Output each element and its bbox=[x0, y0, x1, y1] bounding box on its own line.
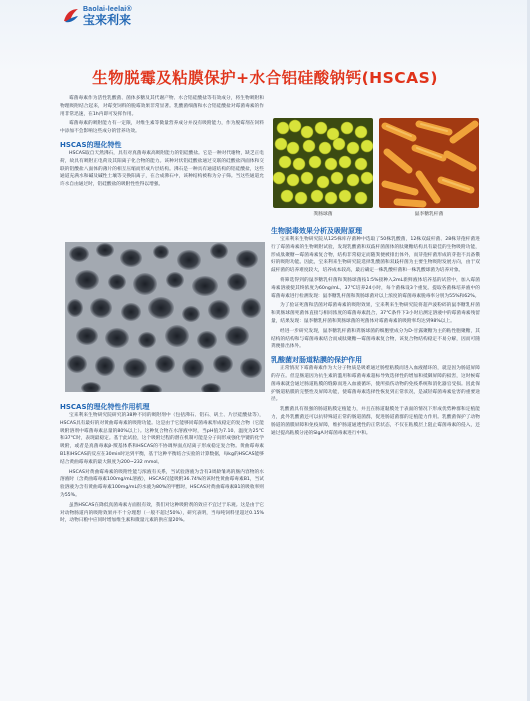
left-column-top bbox=[60, 95, 264, 191]
bacteria-photo-lactobacillus bbox=[379, 118, 479, 208]
hscas-paragraph: HSCAS取自天然沸石，具有对真菌毒素高吸附能力的铝硅酸盐。它是一种对代谢物，缺乏正电荷，故具有吸附正电荷及其阳离子化合物的能力。该种对状铝硅酸盐通过交联的硅酸盐四面体和交联的铝酸盐八面体的薄片的相互压缩而形成片层结构。沸石是一种具有通道结构的铝硅酸盐，这些通道充满水和碱及碱性土壤等交换阳离子，在合成沸石中，该种结构被称为分子筛。当这些通道允许水自由通过时，铝硅酸盐的吸附性性得以增强。 bbox=[60, 150, 264, 188]
logo-mark-icon bbox=[62, 7, 80, 25]
section-heading-gut-protection: 乳酸菌对肠道粘膜的保护作用 bbox=[271, 356, 362, 365]
brand-logo bbox=[62, 6, 132, 26]
section-heading-hscas: HSCAS的理化特性 bbox=[60, 140, 122, 149]
mechanism-paragraph-3: 虽然HSCAS在降低真菌毒素方面很有效，我们对这种吸附剂的效应不宜过于乐观。这是由于它对动物肠道内的吸附效果并不十分理想（一般不超过50%），研究表明，当每吨饲料里超过0.15%时，动物日粮中应同时增加维生素和微量元素的供应量20%。 bbox=[60, 502, 264, 524]
section-heading-bio-detox: 生物脱毒效果分析及吸附原理 bbox=[271, 227, 362, 235]
bio-paragraph-2: 将筛选得到的鼠李糖乳杆菌和粪肠球菌按1:5%接种入2mL新鲜液体培养基的试管中，加入霉菌毒素溶液使其终浓度为60ng/mL，37℃培养24小时，每个菌株设3个重复。提取各菌株培养液中的霉菌毒素进行检测发现：鼠李糖乳杆菌和粪肠球菌对以上浓度的霉菌毒素脱毒率分别为55%和62%。 bbox=[271, 277, 480, 299]
photo-caption-lactobacillus: 鼠李糖乳杆菌 bbox=[414, 212, 444, 217]
bio-paragraph-4: 经进一步研究发现，鼠李糖乳杆菌和粪肠球菌的细胞壁成分为D-甘露聚糖为主的粘性胞聚糖，其结构的结构和与霉菌毒素结合而成肽聚糖—霉菌毒素复合物，该复合物结构稳定不易分解，因而可随粪便排出体外。 bbox=[271, 328, 480, 350]
intro-paragraph-1: 霉菌毒素作为活性乳酸菌、菌体多糖及其代谢产物、水合铝硅酸盐等有效成分，将生物吸附和物理吸附结合起来，对霉变饲料的脱霉效果非常显著。乳酸菌细菌和水合铝硅酸盐对霉菌毒素的作用非常迅速，在1h内即可发挥作用。 bbox=[60, 96, 264, 117]
gut-paragraph-2: 乳酸菌具有很强的肠道粘膜定植能力，并且在肠道黏膜处于表面的情况下形成优势种群和定植能力，此外乳酸菌还可以抗特殊道正常的肠道菌群，促进肠道菌群的定植能力作用。乳酸菌保护了动物肠道的菌膜屏障和免疫屏障，维护肠道通透性的正常状态，不仅在粘膜层上阻止霉菌毒素的侵入，还通过提高粘膜分泌的SIgA对霉菌毒素进行中和。 bbox=[271, 407, 480, 436]
gut-paragraph-1: 正常情况下霉菌毒素作为大分子物质是吸难通过肠壁粘膜而进入血液循环的，就是因为肠道屏障的存在。但是肠道因为抗生素的滥用和霉菌毒素超标导致选择性的增加和抵御屏障的损害，这时候霉菌毒素就会通过肠道粘膜的缝隙而进入血液循环，使所损伤动物的免疫系统和消化器官受损。因此保护肠道粘膜的完整性及屏障功能，使霉菌毒素选择性恢复到正常状况，是减轻霉菌毒素危害的重要途径。 bbox=[271, 366, 480, 403]
intro-paragraph-2: 霉菌毒素的吸附能力有一定限，对维生素等微量营养成分并没有吸附能力，作为脱霉剂在饲料中添加不会影响这些成分的营养功效。 bbox=[60, 121, 264, 135]
right-column bbox=[271, 226, 480, 439]
page-title: 生物脱霉及粘膜保护+水合铝硅酸钠钙(HSCAS) bbox=[92, 69, 438, 87]
brand-name-cn: 宝来利来 bbox=[83, 13, 132, 27]
section-heading-mechanism: HSCAS的理化特性作用机理 bbox=[60, 403, 150, 411]
mechanism-paragraph-2: HSCAS对黄曲霉毒素的吸附性能与浓液有关系，当试验溶液为含有3周龄雏鸡的肠内容物的水溶液时（含黄曲霉毒素100mg/mL溶液），HSCAS仅能吸附36.74%的该时性黄曲霉毒素B1，当试验溶液为含有黄曲霉毒素100mg/mL的水液为80%的甲醇时，HSCAS对黄曲霉毒素B1的吸收率则为55%。 bbox=[60, 469, 264, 498]
photo-caption-enterococcus: 粪肠球菌 bbox=[313, 212, 333, 217]
porous-structure-image bbox=[65, 242, 265, 392]
mechanism-paragraph-1: 宝来利来生物研究院研究的38种不同的吸附剂中（包括沸石、铝石、矾土、片层硅酸盐等），HSCAS具有最好的对黄曲霉毒素的吸附功能。这是由于它能够同霉菌毒素形成稳定的复合物（它能吸附溶剂中霉菌毒素总量的80%以上）。这种复合物在水溶液中时，当pH值为7.10、温度为25℃和37℃时，表现最稳定。基于此试验，这个吸附过程的潜在机制可能是分子间形成强化学键的化学吸附，或者是真菌毒素β-羰基体系和HSCAS的不协调界面点结离子形成稳定复合物。黄曲霉毒素B1和HSCAS的反应在30min时达到平衡，基于这种平衡结合实验的计算数据，每kg的HSCAS能够结合黄曲霉毒素的最大限度为200~232 mmol。 bbox=[60, 413, 264, 465]
bio-paragraph-1: 宝来利来生物研究院从125株库存菌种中选取了50株乳酸菌，12株双歧杆菌、28株芽孢杆菌进行了霉菌毒素的生物吸附试验，发现乳酸菌和双歧杆菌菌体的肽聚糖结构具有最佳的生物吸附功能，形成肽聚糖—霉菌毒素复合物，结构非常稳定而随粪便被排出体外，而芽孢杆菌形成的芽孢不具备俄好的吸附功能。因此，宝来利来生物研究院选择乳酸菌和双歧杆菌为主要生物吸附发展方向，由于双歧杆菌的培养难度较大，培养成本较高，最后确定一株乳酸杆菌和一株乳酸球菌为培养对象。 bbox=[271, 237, 480, 274]
bio-paragraph-3: 为了验证死菌和活菌对霉菌毒素的吸附效果，宝来利来生物研究院将超声波粉碎的鼠李糖乳杆菌和粪肠球菌死菌体直接与相同浓度的霉菌毒素混合，37℃条件下3小时后测定溶液中的霉菌毒素残留量，结果发现：鼠李糖乳杆菌和粪肠球菌的死菌体对霉菌毒素的吸附率均达到98%以上。 bbox=[271, 303, 480, 324]
brand-name-en: Baolai-leelai® bbox=[83, 6, 132, 13]
bacteria-photo-enterococcus bbox=[273, 118, 373, 208]
left-column-bottom bbox=[60, 402, 264, 527]
